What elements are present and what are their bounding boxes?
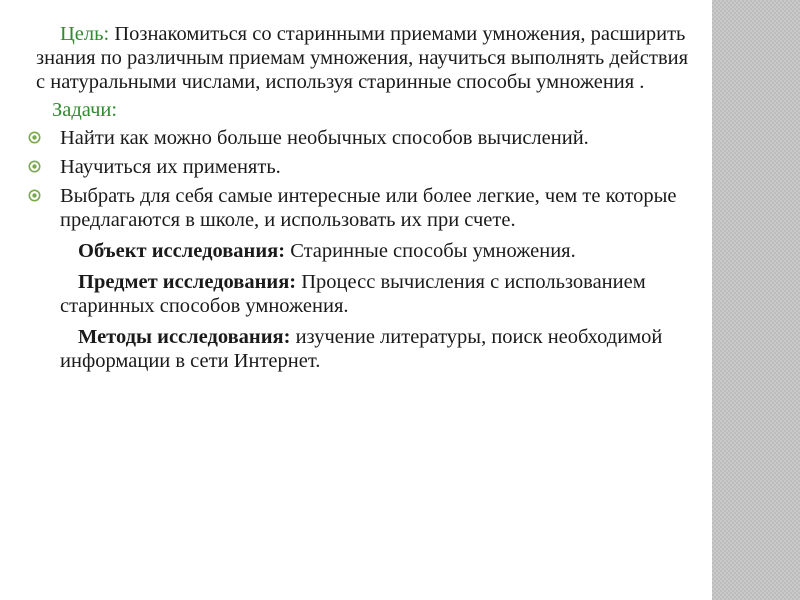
methods-paragraph [28, 325, 698, 373]
subject-label: Предмет исследования: [78, 271, 297, 293]
task-item [28, 184, 698, 232]
ring-bullet-icon [28, 160, 41, 173]
ring-bullet-icon [28, 131, 41, 144]
goal-text: Познакомиться со старинными приемами умножения, расширить знания по различным приемам умножения, научиться выполнять действия с натуральными числами, используя старинные способы умножения . [36, 23, 689, 93]
task-text: Найти как можно больше необычных способов вычислений. [60, 127, 589, 149]
slide-content [28, 22, 698, 373]
task-item [28, 155, 698, 179]
object-paragraph [28, 239, 698, 263]
decorative-side-panel [712, 0, 800, 600]
task-item [28, 126, 698, 150]
object-label: Объект исследования: [78, 240, 286, 262]
methods-label: Методы исследования: [78, 326, 291, 348]
methods-text: изучение литературы, поиск необходимой информации в сети Интернет. [60, 326, 663, 372]
ring-bullet-icon [28, 189, 41, 202]
tasks-list [28, 126, 698, 232]
goal-paragraph [4, 22, 698, 94]
task-text: Научиться их применять. [60, 156, 281, 178]
object-text: Старинные способы умножения. [285, 240, 576, 262]
task-text: Выбрать для себя самые интересные или более легкие, чем те которые предлагаются в школе, и использовать их при счете. [60, 185, 677, 231]
subject-paragraph [28, 270, 698, 318]
goal-label: Цель: [60, 23, 110, 45]
subject-text: Процесс вычисления с использованием старинных способов умножения. [60, 271, 646, 317]
tasks-label: Задачи: [52, 99, 118, 121]
